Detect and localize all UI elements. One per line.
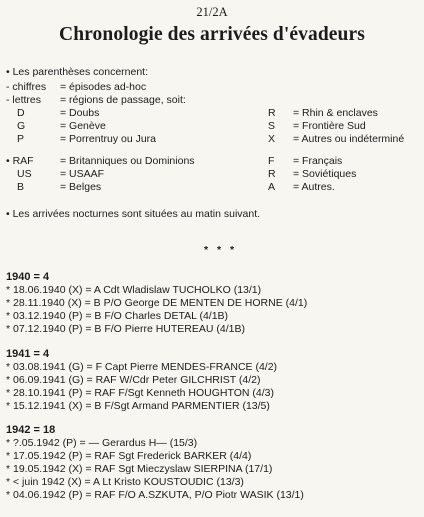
legend-meaning: = épisodes ad-hoc bbox=[60, 81, 147, 93]
list-item: * < juin 1942 (X) = A Lt Kristo KOUSTOUDIC (13/3) bbox=[6, 476, 244, 488]
page-title: Chronologie des arrivées d'évadeurs bbox=[59, 24, 365, 45]
nationality-meaning: = Britanniques ou Dominions bbox=[60, 155, 195, 167]
nationality-code: B bbox=[17, 181, 25, 193]
nationality-meaning: = Soviétiques bbox=[293, 168, 357, 180]
page-number: 21/2A bbox=[196, 5, 228, 19]
legend-code: D bbox=[17, 107, 25, 119]
legend-meaning: = Doubs bbox=[60, 107, 100, 119]
legend-meaning: = Porrentruy ou Jura bbox=[60, 133, 157, 145]
nationality-meaning: = Autres. bbox=[293, 181, 335, 193]
nationality-meaning: = USAAF bbox=[60, 168, 105, 180]
list-item: * 07.12.1940 (P) = B F/O Pierre HUTEREAU (4/1B) bbox=[6, 323, 245, 335]
legend-code: P bbox=[17, 133, 25, 145]
separator: * * * bbox=[204, 244, 238, 256]
legend-meaning: = Genève bbox=[60, 120, 106, 132]
year-heading: 1942 = 18 bbox=[6, 424, 56, 436]
legend-code: - chiffres bbox=[6, 81, 47, 93]
nationality-code: • RAF bbox=[6, 155, 34, 167]
nationality-meaning: = Belges bbox=[60, 181, 102, 193]
list-item: * 03.08.1941 (G) = F Capt Pierre MENDES-FRANCE (4/2) bbox=[6, 361, 278, 373]
legend-code: S bbox=[268, 120, 276, 132]
year-heading: 1941 = 4 bbox=[6, 348, 50, 360]
list-item: * 03.12.1940 (P) = B F/O Charles DETAL (4/1B) bbox=[6, 310, 229, 322]
list-item: * 04.06.1942 (P) = RAF F/O A.SZKUTA, P/O Piotr WASIK (13/1) bbox=[6, 489, 304, 501]
list-item: * ?.05.1942 (P) = — Gerardus H— (15/3) bbox=[6, 437, 198, 449]
nationality-code: US bbox=[17, 168, 32, 180]
nationality-code: A bbox=[268, 181, 276, 193]
legend-code: G bbox=[17, 120, 26, 132]
list-item: * 28.10.1941 (P) = RAF F/Sgt Kenneth HOUGHTON (4/3) bbox=[6, 387, 274, 399]
list-item: * 18.06.1940 (X) = A Cdt Wladislaw TUCHOLKO (13/1) bbox=[6, 284, 262, 296]
legend-meaning: = Frontière Sud bbox=[293, 120, 366, 132]
nationality-code: R bbox=[268, 168, 276, 180]
legend-code: X bbox=[268, 133, 276, 145]
nationality-code: F bbox=[268, 155, 275, 167]
legend-code: R bbox=[268, 107, 276, 119]
legend-intro: • Les parenthèses concernent: bbox=[6, 66, 149, 78]
legend-meaning: = Autres ou indéterminé bbox=[293, 133, 405, 145]
year-heading: 1940 = 4 bbox=[6, 271, 50, 283]
legend-meaning: = Rhin & enclaves bbox=[293, 107, 378, 119]
list-item: * 28.11.1940 (X) = B P/O George DE MENTEN DE HORNE (4/1) bbox=[6, 297, 308, 309]
list-item: * 19.05.1942 (X) = RAF Sgt Mieczyslaw SIERPINA (17/1) bbox=[6, 463, 273, 475]
list-item: * 06.09.1941 (G) = RAF W/Cdr Peter GILCHRIST (4/2) bbox=[6, 374, 261, 386]
list-item: * 17.05.1942 (P) = RAF Sgt Frederick BARKER (4/4) bbox=[6, 450, 252, 462]
list-item: * 15.12.1941 (X) = B F/Sgt Armand PARMENTIER (13/5) bbox=[6, 400, 270, 412]
nationality-meaning: = Français bbox=[293, 155, 343, 167]
legend-meaning: = régions de passage, soit: bbox=[60, 94, 186, 106]
note-text: • Les arrivées nocturnes sont situées au matin suivant. bbox=[6, 208, 261, 220]
legend-code: - lettres bbox=[6, 94, 42, 106]
